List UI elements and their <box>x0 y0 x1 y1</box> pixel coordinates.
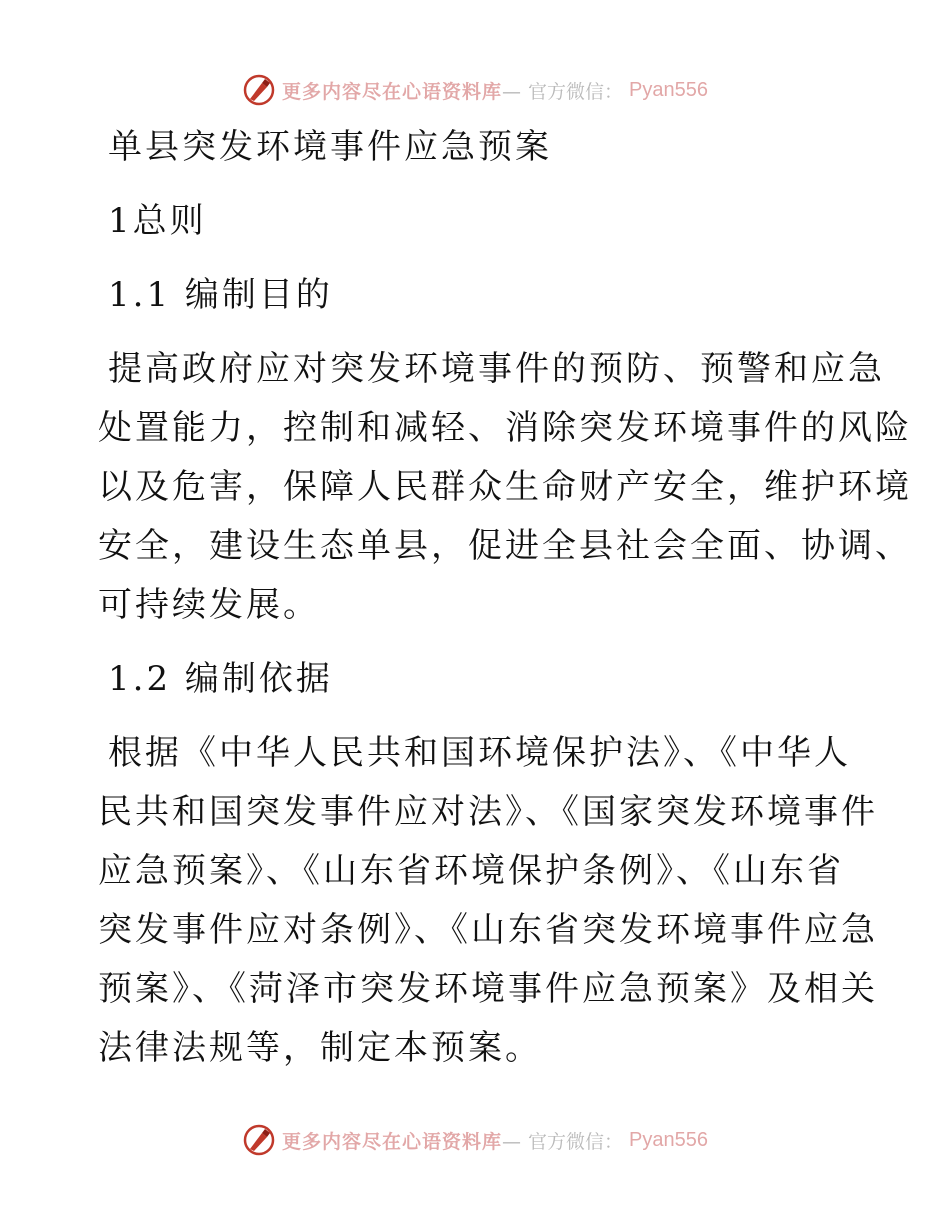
document-title: 单县突发环境事件应急预案 <box>108 127 552 167</box>
watermark-wechat-id: Pyan556 <box>629 1128 708 1151</box>
paragraph-line: 可持续发展。 <box>98 585 320 625</box>
paragraph-line: 处置能力，控制和减轻、消除突发环境事件的风险 <box>98 408 912 448</box>
pen-logo-icon <box>242 73 276 107</box>
watermark-separator: — <box>502 80 523 103</box>
watermark-main-text <box>282 1127 522 1154</box>
section-heading-1-1: 1.1 编制目的 <box>108 275 333 315</box>
watermark-header <box>0 70 950 110</box>
paragraph-line: 法律法规等，制定本预案。 <box>98 1028 542 1068</box>
paragraph-line: 以及危害，保障人民群众生命财产安全，维护环境 <box>98 467 912 507</box>
section-heading-1: 1总则 <box>108 201 207 241</box>
paragraph-purpose <box>98 340 912 635</box>
watermark-separator: — <box>502 1130 523 1153</box>
paragraph-line: 根据《中华人民共和国环境保护法》、《中华人 <box>108 733 851 773</box>
section-heading-1-2: 1.2 编制依据 <box>108 659 333 699</box>
paragraph-basis <box>98 724 878 1078</box>
watermark-wechat-label: 官方微信： <box>528 80 624 103</box>
document-body <box>98 118 912 1078</box>
watermark-footer <box>0 1120 950 1160</box>
watermark-wechat-label: 官方微信： <box>528 1130 624 1153</box>
paragraph-line: 提高政府应对突发环境事件的预防、预警和应急 <box>108 349 885 389</box>
paragraph-line: 应急预案》、《山东省环境保护条例》、《山东省 <box>98 851 844 891</box>
paragraph-line: 突发事件应对条例》、《山东省突发环境事件应急 <box>98 910 878 950</box>
paragraph-line: 安全，建设生态单县，促进全县社会全面、协调、 <box>98 526 912 566</box>
pen-logo-icon <box>242 1123 276 1157</box>
watermark-main: 更多内容尽在心语资料库 <box>282 1130 503 1153</box>
paragraph-line: 民共和国突发事件应对法》、《国家突发环境事件 <box>98 792 878 832</box>
watermark-wechat-id: Pyan556 <box>629 78 708 101</box>
watermark-main-text <box>282 77 522 104</box>
watermark-main: 更多内容尽在心语资料库 <box>282 80 503 103</box>
paragraph-line: 预案》、《菏泽市突发环境事件应急预案》及相关 <box>98 969 878 1009</box>
